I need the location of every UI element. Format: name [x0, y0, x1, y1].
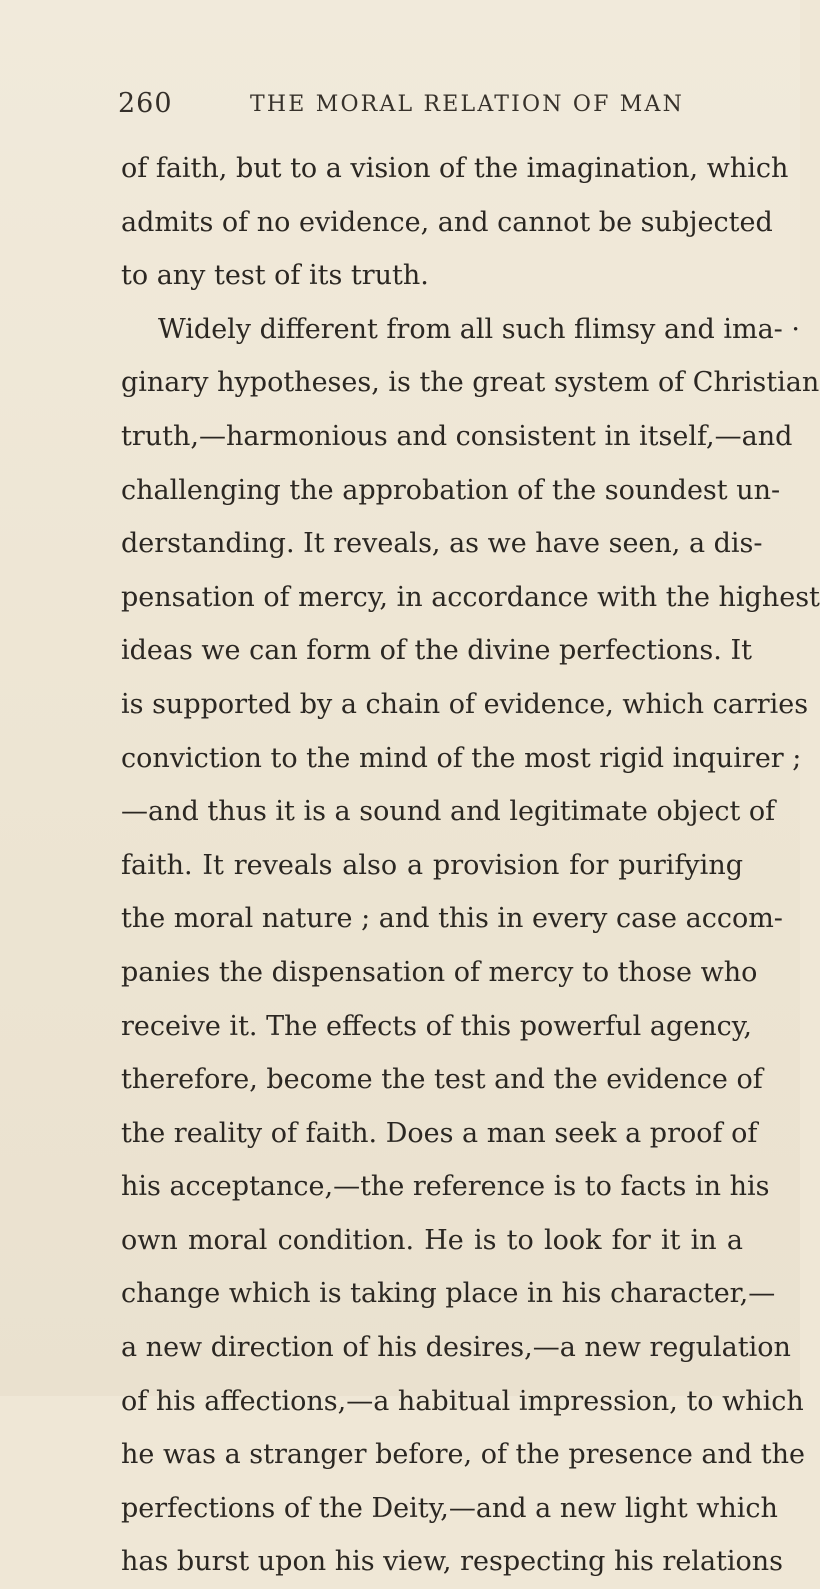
running-title: THE MORAL RELATION OF MAN — [250, 92, 685, 117]
text-line: perfections of the Deity,—and a new light which — [121, 1492, 778, 1524]
text-line: receive it. The effects of this powerful agency, — [121, 1010, 752, 1042]
text-line: truth,—harmonious and consistent in itself,—and — [121, 420, 793, 452]
text-line: ideas we can form of the divine perfections. It — [121, 635, 752, 667]
text-line: to any test of its truth. — [121, 260, 429, 292]
text-line: own moral condition. He is to look for it in a — [121, 1224, 743, 1256]
text-line: change which is taking place in his character,— — [121, 1278, 776, 1310]
text-line: therefore, become the test and the evidence of — [121, 1064, 763, 1096]
text-line: the reality of faith. Does a man seek a proof of — [121, 1117, 758, 1149]
text-line: has burst upon his view, respecting his relations — [121, 1546, 784, 1578]
text-line: conviction to the mind of the most rigid inquirer ; — [121, 742, 802, 774]
text-line: admits of no evidence, and cannot be subjected — [121, 206, 773, 238]
text-line: is supported by a chain of evidence, which carries — [121, 688, 809, 720]
page-number: 260 — [118, 88, 173, 119]
text-line: of faith, but to a vision of the imagination, which — [121, 153, 789, 184]
text-line: panies the dispensation of mercy to those who — [121, 956, 758, 988]
text-line: faith. It reveals also a provision for purifying — [121, 849, 743, 881]
body-text — [121, 142, 820, 1589]
text-line: derstanding. It reveals, as we have seen, a dis- — [121, 528, 763, 560]
text-line: pensation of mercy, in accordance with the highest — [121, 581, 820, 613]
running-head — [118, 82, 758, 126]
text-line: challenging the approbation of the soundest un- — [121, 474, 781, 506]
text-line: Widely different from all such flimsy and ima- · — [158, 313, 800, 345]
text-line: ginary hypotheses, is the great system of Christian — [121, 367, 820, 399]
text-line: the moral nature ; and this in every case accom- — [121, 903, 783, 935]
text-line: of his affections,—a habitual impression, to which — [121, 1385, 804, 1417]
text-line: a new direction of his desires,—a new regulation — [121, 1332, 791, 1364]
text-line: he was a stranger before, of the presence and the — [121, 1439, 805, 1471]
text-line: —and thus it is a sound and legitimate object of — [121, 796, 776, 828]
text-line: his acceptance,—the reference is to facts in his — [121, 1171, 770, 1203]
